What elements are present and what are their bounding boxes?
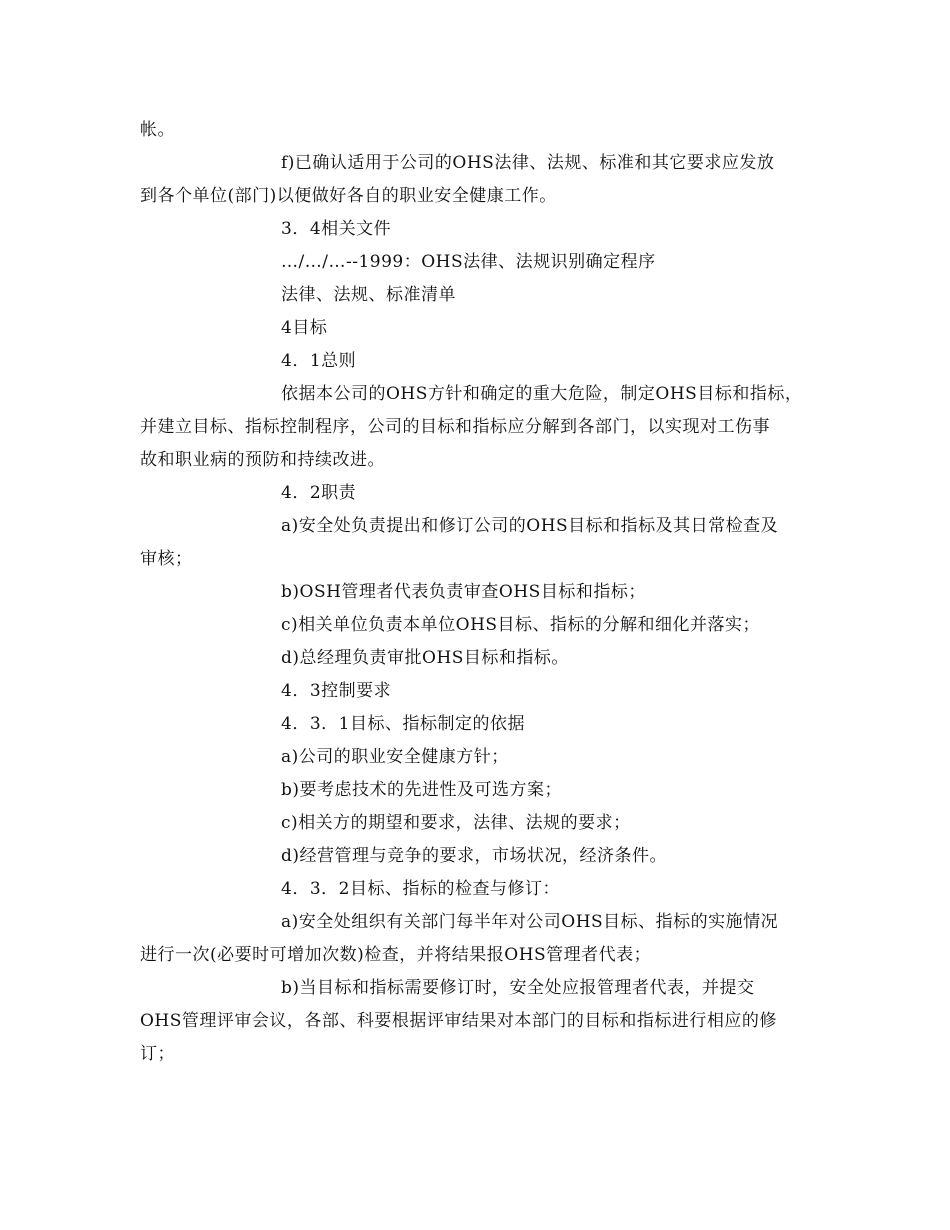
text-line: 到各个单位(部门)以便做好各自的职业安全健康工作。: [140, 186, 557, 206]
text-line: 法律、法规、标准清单: [281, 285, 456, 305]
text-line: c)相关方的期望和要求，法律、法规的要求；: [281, 813, 631, 833]
text-line: b)OSH管理者代表负责审查OHS目标和指标；: [281, 582, 646, 602]
text-line: 4．3控制要求: [281, 681, 392, 701]
text-line: c)相关单位负责本单位OHS目标、指标的分解和细化并落实；: [281, 615, 761, 635]
text-line: a)安全处负责提出和修订公司的OHS目标和指标及其日常检查及: [281, 516, 779, 536]
text-line: b)要考虑技术的先进性及可选方案；: [281, 780, 563, 800]
text-line: 审核；: [140, 549, 193, 569]
text-line: 进行一次(必要时可增加次数)检查，并将结果报OHS管理者代表；: [140, 945, 652, 965]
text-line: 并建立目标、指标控制程序，公司的目标和指标应分解到各部门，以实现对工伤事: [140, 417, 770, 437]
text-line: 4．2职责: [281, 483, 357, 503]
text-line: 4目标: [281, 318, 328, 338]
text-line: 故和职业病的预防和持续改进。: [140, 450, 385, 470]
text-line: 帐。: [140, 120, 175, 140]
text-line: 订；: [140, 1044, 175, 1064]
text-line: 3．4相关文件: [281, 219, 392, 239]
document-body: [0, 114, 950, 1071]
text-line: 4．3．1目标、指标制定的依据: [281, 714, 525, 734]
text-line: d)经营管理与竞争的要求，市场状况，经济条件。: [281, 846, 668, 866]
text-line: a)安全处组织有关部门每半年对公司OHS目标、指标的实施情况: [281, 912, 779, 932]
text-line: OHS管理评审会议，各部、科要根据评审结果对本部门的目标和指标进行相应的修: [140, 1011, 777, 1031]
text-line: d)总经理负责审批OHS目标和指标。: [281, 648, 569, 668]
text-line: 4．1总则: [281, 351, 357, 371]
text-line: b)当目标和指标需要修订时，安全处应报管理者代表，并提交: [281, 978, 755, 998]
text-line: …/…/…--1999：OHS法律、法规识别确定程序: [281, 252, 656, 272]
text-line: 依据本公司的OHS方针和确定的重大危险，制定OHS目标和指标，: [281, 384, 803, 404]
text-line: a)公司的职业安全健康方针；: [281, 747, 509, 767]
text-line: f)已确认适用于公司的OHS法律、法规、标准和其它要求应发放: [281, 153, 775, 173]
text-line: 4．3．2目标、指标的检查与修订：: [281, 879, 560, 899]
